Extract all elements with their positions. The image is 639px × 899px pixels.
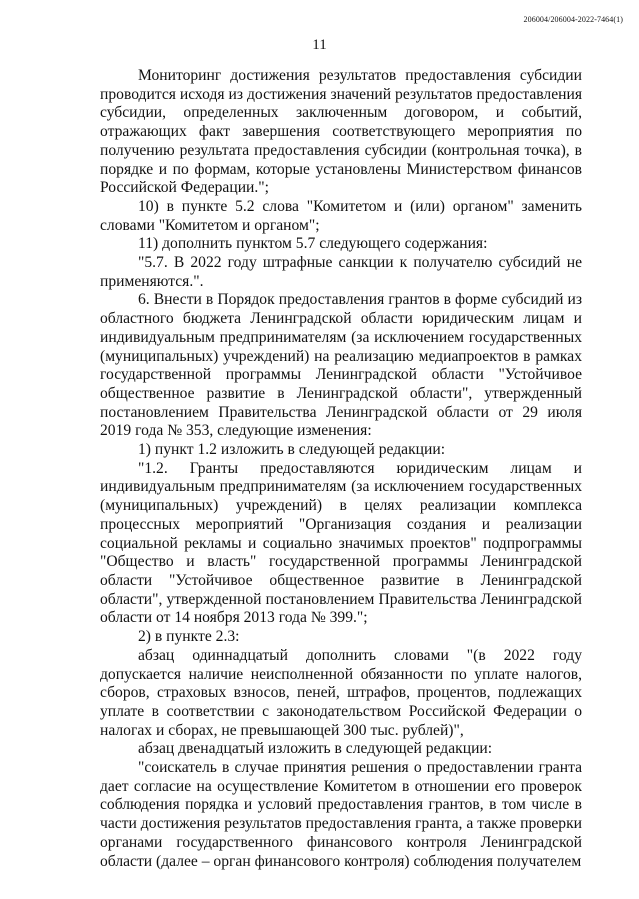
document-id: 206004/206004-2022-7464(1) [523, 15, 623, 24]
paragraph-item-2: 2) в пункте 2.3: [138, 628, 240, 646]
page-number: 11 [312, 37, 327, 53]
paragraph-item-11: 11) дополнить пунктом 5.7 следующего содержания: [138, 235, 488, 253]
paragraph-applicant-consent: "соискатель в случае принятия решения о предоставлении гранта дает согласие на осуществление Комитетом в отношении его проверок соблюдения порядка и условий предоставления грантов, в том числе в части достижения результатов предоставления гранта, а также проверки органами государственного финансового контроля Ленинградской области (далее – орган финансового контроля) соблюдения получателем [100, 759, 582, 870]
paragraph-abzac-12: абзац двенадцатый изложить в следующей редакции: [138, 740, 493, 758]
paragraph-clause-5-7: "5.7. В 2022 году штрафные санкции к получателю субсидий не применяются.". [100, 254, 582, 290]
paragraph-monitoring: Мониторинг достижения результатов предоставления субсидии проводится исходя из достижения значений результатов предоставления субсидии, определенных заключенным договором, и событий, отражающих факт завершения соответствующего мероприятия по получению результата предоставления субсидии (контрольная точка), в порядке и по формам, которые установлены Министерством финансов Российской Федерации."; [100, 67, 582, 197]
paragraph-abzac-11: абзац одиннадцатый дополнить словами "(в 2022 году допускается наличие неисполненной обязанности по уплате налогов, сборов, страховых взносов, пеней, штрафов, процентов, подлежащих уплате в соответствии с законодательством Российской Федерации о налогах и сборах, не превышающей 300 тыс. рублей)", [100, 646, 582, 739]
paragraph-section-6: 6. Внести в Порядок предоставления грантов в форме субсидий из областного бюджета Ленинградской области юридическим лицам и индивидуальным предпринимателям (за исключением государственных (муниципальных) учреждений) на реализацию медиапроектов в рамках государственной программы Ленинградской области "Устойчивое общественное развитие в Ленинградской области", утвержденный постановлением Правительства Ленинградской области от 29 июля 2019 года № 353, следующие изменения: [100, 291, 582, 440]
paragraph-item-1: 1) пункт 1.2 изложить в следующей редакции: [138, 441, 446, 459]
document-body [100, 67, 582, 871]
paragraph-clause-1-2: "1.2. Гранты предоставляются юридическим лицам и индивидуальным предпринимателям (за исключением государственных (муниципальных) учреждений) в целях реализации комплекса процессных мероприятий "Организация создания и реализации социальной рекламы и социально значимых проектов" подпрограммы "Общество и власть" государственной программы Ленинградской области "Устойчивое общественное развитие в Ленинградской области", утвержденной постановлением Правительства Ленинградской области от 14 ноября 2013 года № 399."; [100, 459, 582, 627]
paragraph-item-10: 10) в пункте 5.2 слова "Комитетом и (или) органом" заменить словами "Комитетом и органом"; [100, 197, 582, 234]
